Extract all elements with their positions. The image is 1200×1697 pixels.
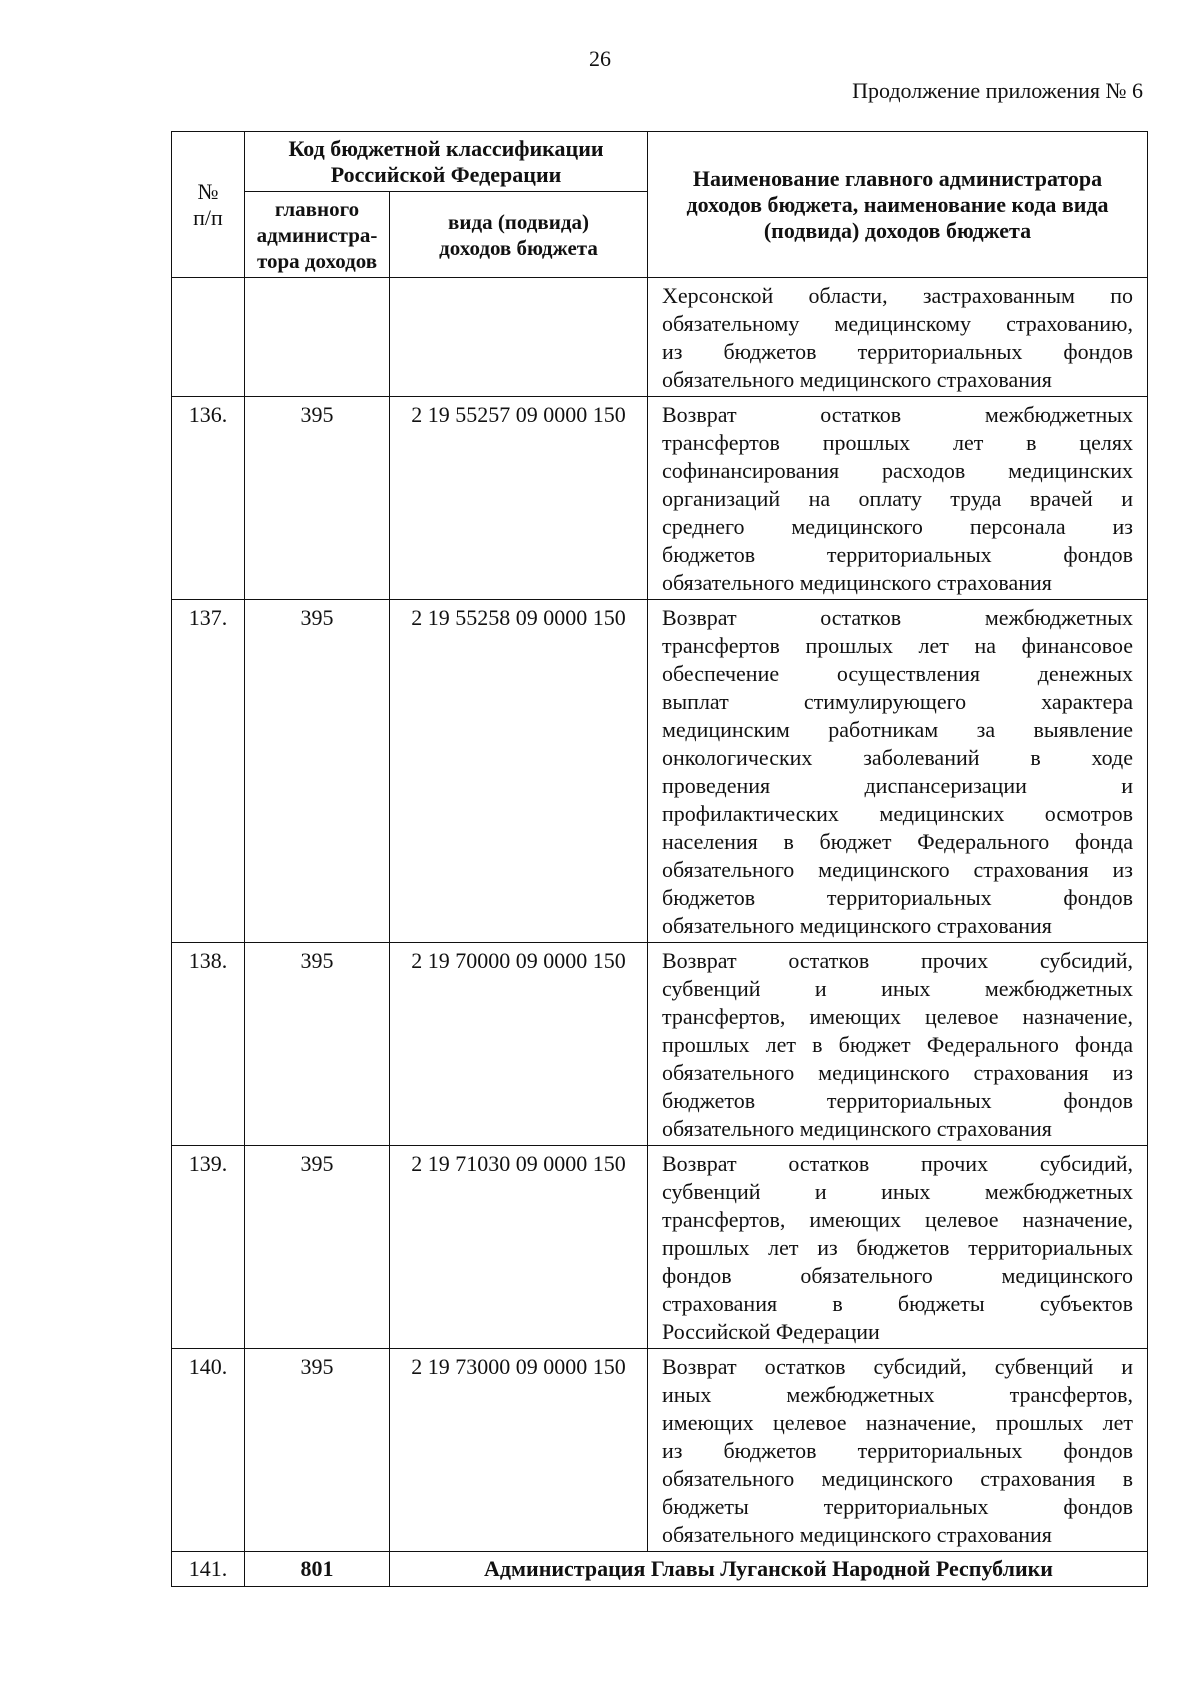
table-row [172, 1349, 1148, 1552]
cell-name [648, 600, 1148, 943]
name-text-line: обязательного медицинского страхования [662, 1116, 1052, 1141]
cell-admin-code: 395 [245, 943, 390, 1146]
name-text-line: выплат стимулирующего характера [662, 689, 1133, 714]
table-row [172, 943, 1148, 1146]
name-text-line: обязательного медицинского страхования [662, 913, 1052, 938]
cell-name [648, 943, 1148, 1146]
column-header-income-type: вида (подвида) доходов бюджета [390, 192, 648, 278]
cell-name [648, 278, 1148, 397]
cell-income-code: 2 19 55258 09 0000 150 [390, 600, 648, 943]
cell-income-code [390, 278, 648, 397]
name-text-line: онкологических заболеваний в ходе [662, 745, 1133, 770]
cell-number: 140. [172, 1349, 245, 1552]
name-text-line: обязательного медицинского страхования [662, 367, 1052, 392]
name-text-line: обязательного медицинского страхования [662, 1522, 1052, 1547]
name-text-line: прошлых лет в бюджет Федерального фонда [662, 1032, 1133, 1057]
page-number: 26 [589, 46, 611, 71]
column-header-admin-code [245, 192, 390, 278]
name-text-line: бюджетов территориальных фондов [662, 542, 1133, 567]
cell-admin-code: 395 [245, 1349, 390, 1552]
cell-income-code: 2 19 71030 09 0000 150 [390, 1146, 648, 1349]
name-text-line: бюджетов территориальных фондов [662, 885, 1133, 910]
admin-code-line: тора доходов [256, 248, 378, 273]
name-text-line: из бюджетов территориальных фондов [662, 339, 1133, 364]
cell-admin-code: 395 [245, 397, 390, 600]
table-row-final [172, 1552, 1148, 1587]
name-text-line: среднего медицинского персонала из [662, 514, 1133, 539]
cell-name [648, 1349, 1148, 1552]
name-text-line: иных межбюджетных трансфертов, [662, 1382, 1133, 1407]
name-text-line: фондов обязательного медицинского [662, 1263, 1133, 1288]
admin-code-line: администра- [256, 222, 378, 247]
budget-classification-table [171, 131, 1148, 1587]
name-text-line: трансфертов прошлых лет в целях [662, 430, 1133, 455]
cell-number [172, 278, 245, 397]
name-text-line: Возврат остатков межбюджетных [662, 402, 1133, 427]
name-text-line: прошлых лет из бюджетов территориальных [662, 1235, 1133, 1260]
table-row [172, 600, 1148, 943]
table-row-continuation [172, 278, 1148, 397]
cell-admin-code: 801 [245, 1552, 390, 1587]
name-text-line: обязательному медицинскому страхованию, [662, 311, 1133, 336]
name-text-line: профилактических медицинских осмотров [662, 801, 1133, 826]
name-text-line: трансфертов прошлых лет на финансовое [662, 633, 1133, 658]
name-text-line: страхования в бюджеты субъектов [662, 1291, 1133, 1316]
column-header-number-abbr: п/п [193, 204, 223, 230]
name-text-line: обязательного медицинского страхования [662, 570, 1052, 595]
cell-number: 138. [172, 943, 245, 1146]
cell-number: 141. [172, 1552, 245, 1587]
name-text-line: бюджеты территориальных фондов [662, 1494, 1133, 1519]
admin-code-line: главного [274, 196, 360, 221]
name-text-line: Российской Федерации [662, 1319, 880, 1344]
column-header-number-symbol: № [197, 178, 219, 204]
name-text-line: Херсонской области, застрахованным по [662, 283, 1133, 308]
name-text-line: Возврат остатков субсидий, субвенций и [662, 1354, 1133, 1379]
column-header-code-group: Код бюджетной классификации Российской Федерации [245, 132, 648, 192]
column-header-number [172, 132, 245, 278]
name-text-line: Возврат остатков прочих субсидий, [662, 1151, 1133, 1176]
column-header-name: Наименование главного администратора доходов бюджета, наименование кода вида (подвида) доходов бюджета [648, 132, 1148, 278]
cell-income-code: 2 19 70000 09 0000 150 [390, 943, 648, 1146]
name-text-line: трансфертов, имеющих целевое назначение, [662, 1207, 1133, 1232]
cell-number: 139. [172, 1146, 245, 1349]
name-text-line: трансфертов, имеющих целевое назначение, [662, 1004, 1133, 1029]
cell-income-code: 2 19 73000 09 0000 150 [390, 1349, 648, 1552]
name-text-line: организаций на оплату труда врачей и [662, 486, 1133, 511]
cell-administrator-name: Администрация Главы Луганской Народной Республики [390, 1552, 1148, 1587]
name-text-line: населения в бюджет Федерального фонда [662, 829, 1133, 854]
cell-name [648, 1146, 1148, 1349]
name-text-line: проведения диспансеризации и [662, 773, 1133, 798]
cell-admin-code: 395 [245, 600, 390, 943]
name-text-line: из бюджетов территориальных фондов [662, 1438, 1133, 1463]
name-text-line: Возврат остатков прочих субсидий, [662, 948, 1133, 973]
name-text-line: субвенций и иных межбюджетных [662, 976, 1133, 1001]
table-row [172, 397, 1148, 600]
cell-admin-code [245, 278, 390, 397]
cell-number: 136. [172, 397, 245, 600]
name-text-line: софинансирования расходов медицинских [662, 458, 1133, 483]
cell-income-code: 2 19 55257 09 0000 150 [390, 397, 648, 600]
name-text-line: обязательного медицинского страхования в [662, 1466, 1133, 1491]
name-text-line: бюджетов территориальных фондов [662, 1088, 1133, 1113]
name-text-line: субвенций и иных межбюджетных [662, 1179, 1133, 1204]
name-text-line: обеспечение осуществления денежных [662, 661, 1133, 686]
name-text-line: Возврат остатков межбюджетных [662, 605, 1133, 630]
cell-admin-code: 395 [245, 1146, 390, 1349]
name-text-line: имеющих целевое назначение, прошлых лет [662, 1410, 1133, 1435]
name-text-line: медицинским работникам за выявление [662, 717, 1133, 742]
name-text-line: обязательного медицинского страхования из [662, 857, 1133, 882]
table-row [172, 1146, 1148, 1349]
name-text-line: обязательного медицинского страхования из [662, 1060, 1133, 1085]
cell-name [648, 397, 1148, 600]
appendix-label: Продолжение приложения № 6 [852, 78, 1143, 103]
cell-number: 137. [172, 600, 245, 943]
